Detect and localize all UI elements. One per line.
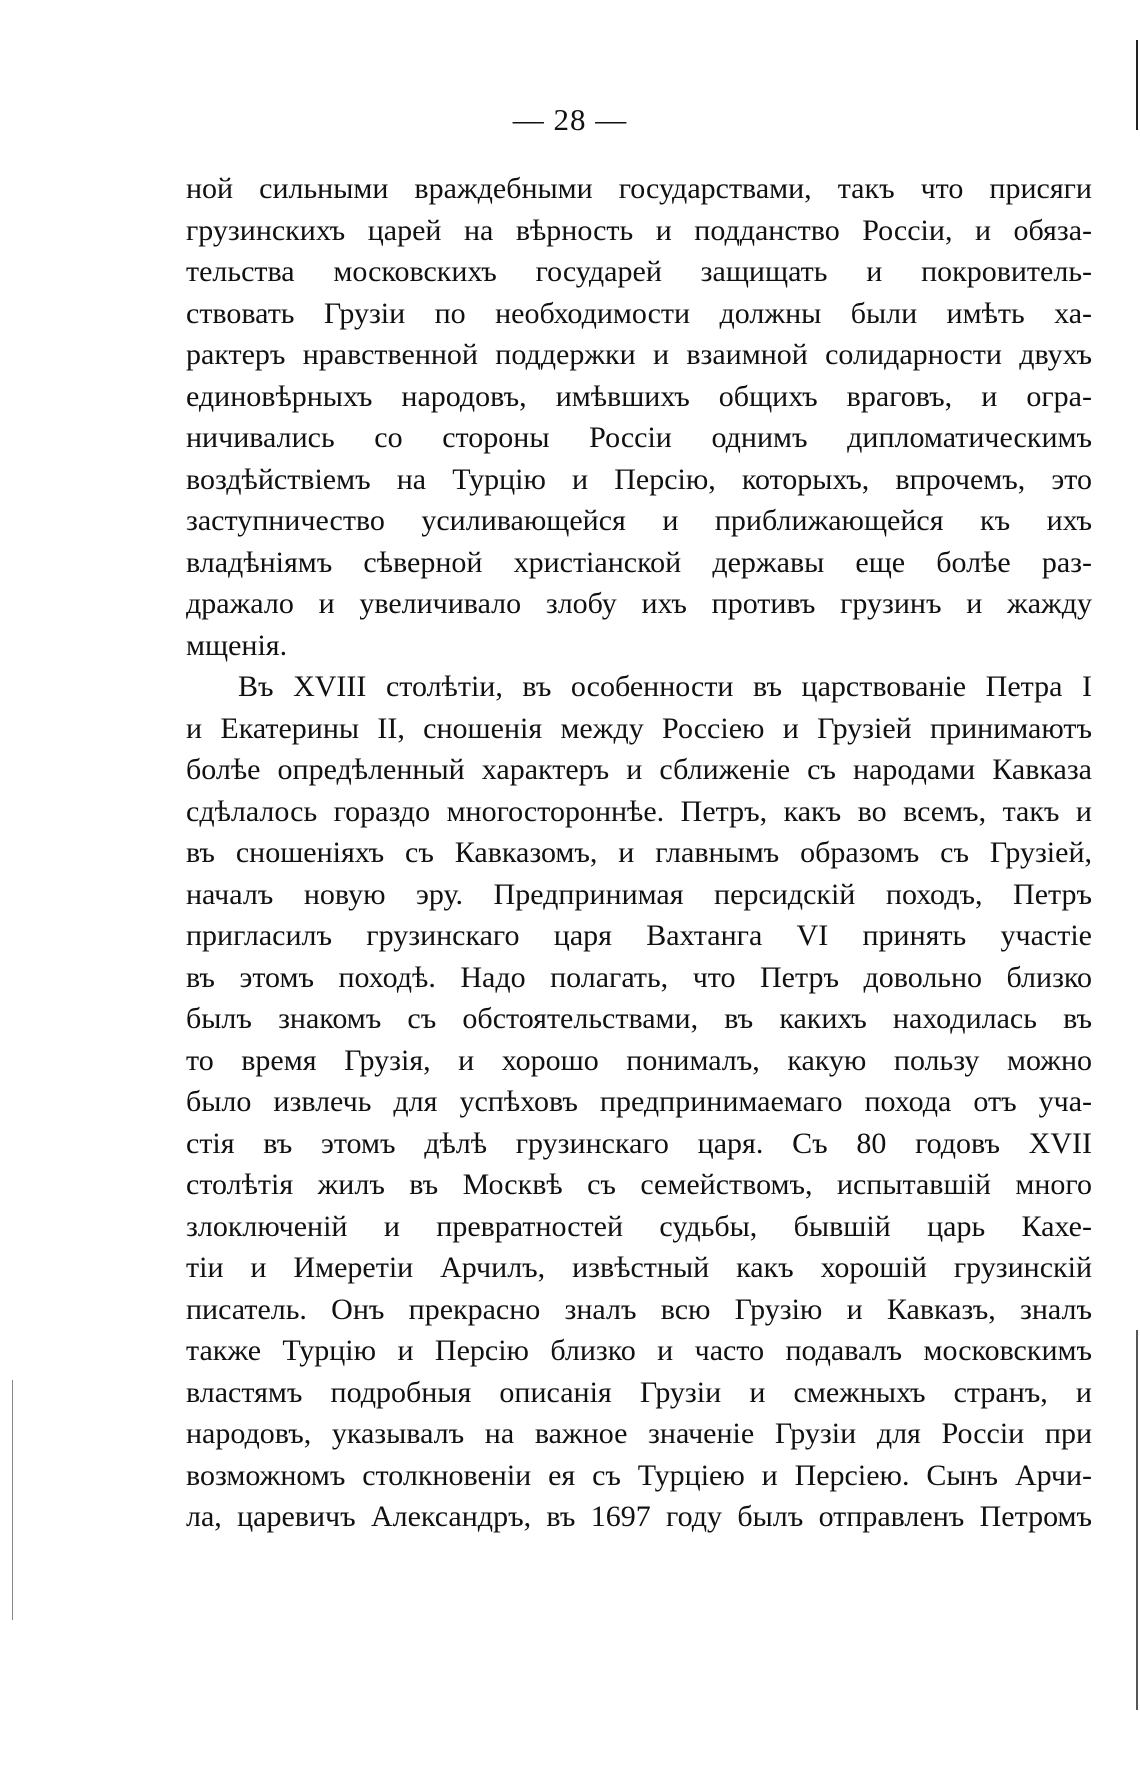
text-line: народовъ, указывалъ на важное значеніе Грузіи для Россіи при	[186, 1417, 1092, 1450]
text-line: ной сильными враждебными государствами, такъ что присяги	[186, 172, 1092, 205]
text-line: дражало и увеличивало злобу ихъ противъ грузинъ и жажду	[186, 587, 1092, 620]
text-line: было извлечь для успѣховъ предпринимаемаго похода отъ уча-	[186, 1085, 1092, 1118]
scan-edge-mark	[12, 1380, 13, 1620]
text-line: былъ знакомъ съ обстоятельствами, въ какихъ находилась въ	[186, 1002, 1092, 1035]
text-line: писатель. Онъ прекрасно зналъ всю Грузію и Кавказъ, зналъ	[186, 1292, 1092, 1326]
text-line: рактеръ нравственной поддержки и взаимной солидарности двухъ	[186, 338, 1092, 371]
text-line: также Турцію и Персію близко и часто подавалъ московскимъ	[186, 1334, 1092, 1367]
text-line: грузинскихъ царей на вѣрность и подданство Россіи, и обяза-	[186, 213, 1092, 247]
text-line: и Екатерины II, сношенія между Россіею и Грузіей принимаютъ	[186, 711, 1092, 745]
scan-edge-mark	[1136, 1330, 1138, 1710]
text-line: ла, царевичъ Александръ, въ 1697 году былъ отправленъ Петромъ	[186, 1500, 1092, 1533]
text-line: пригласилъ грузинскаго царя Вахтанга VI принять участіе	[186, 919, 1092, 952]
text-line: началъ новую эру. Предпринимая персидскій походъ, Петръ	[186, 877, 1092, 911]
text-line: столѣтія жилъ въ Москвѣ съ семействомъ, испытавшій много	[186, 1168, 1092, 1201]
text-line: въ сношеніяхъ съ Кавказомъ, и главнымъ образомъ съ Грузіей,	[186, 836, 1092, 869]
text-line: мщенія.	[186, 628, 288, 662]
text-line: тіи и Имеретіи Арчилъ, извѣстный какъ хорошій грузинскій	[186, 1251, 1092, 1284]
text-line: злоключеній и превратностей судьбы, бывшій царь Кахе-	[186, 1209, 1092, 1243]
text-line: тельства московскихъ государей защищать и покровитель-	[186, 255, 1092, 288]
text-line: властямъ подробныя описанія Грузіи и смежныхъ странъ, и	[186, 1375, 1092, 1409]
text-line: единовѣрныхъ народовъ, имѣвшихъ общихъ враговъ, и огра-	[186, 379, 1092, 413]
text-line: воздѣйствіемъ на Турцію и Персію, которыхъ, впрочемъ, это	[186, 462, 1092, 496]
text-line: ствовать Грузіи по необходимости должны были имѣть ха-	[186, 296, 1092, 330]
text-line: то время Грузія, и хорошо понималъ, какую пользу можно	[186, 1043, 1092, 1077]
text-line: владѣніямъ сѣверной христіанской державы еще болѣе раз-	[186, 545, 1092, 579]
page-number: — 28 —	[512, 102, 628, 137]
scan-edge-mark	[1136, 40, 1138, 130]
text-line: возможномъ столкновеніи ея съ Турціею и Персіею. Сынъ Арчи-	[186, 1458, 1092, 1492]
text-line: въ этомъ походѣ. Надо полагать, что Петръ довольно близко	[186, 960, 1092, 994]
text-line: Въ XVIII столѣтіи, въ особенности въ царствованіе Петра I	[238, 670, 1092, 703]
text-line: ничивались со стороны Россіи однимъ дипломатическимъ	[186, 421, 1092, 454]
body-text	[186, 168, 1092, 1538]
text-line: заступничество усиливающейся и приближающейся къ ихъ	[186, 504, 1092, 537]
text-line: болѣе опредѣленный характеръ и сближеніе съ народами Кавказа	[186, 753, 1092, 786]
text-line: сдѣлалось гораздо многостороннѣе. Петръ, какъ во всемъ, такъ и	[186, 794, 1092, 828]
text-line: стія въ этомъ дѣлѣ грузинскаго царя. Съ 80 годовъ XVII	[186, 1126, 1092, 1160]
